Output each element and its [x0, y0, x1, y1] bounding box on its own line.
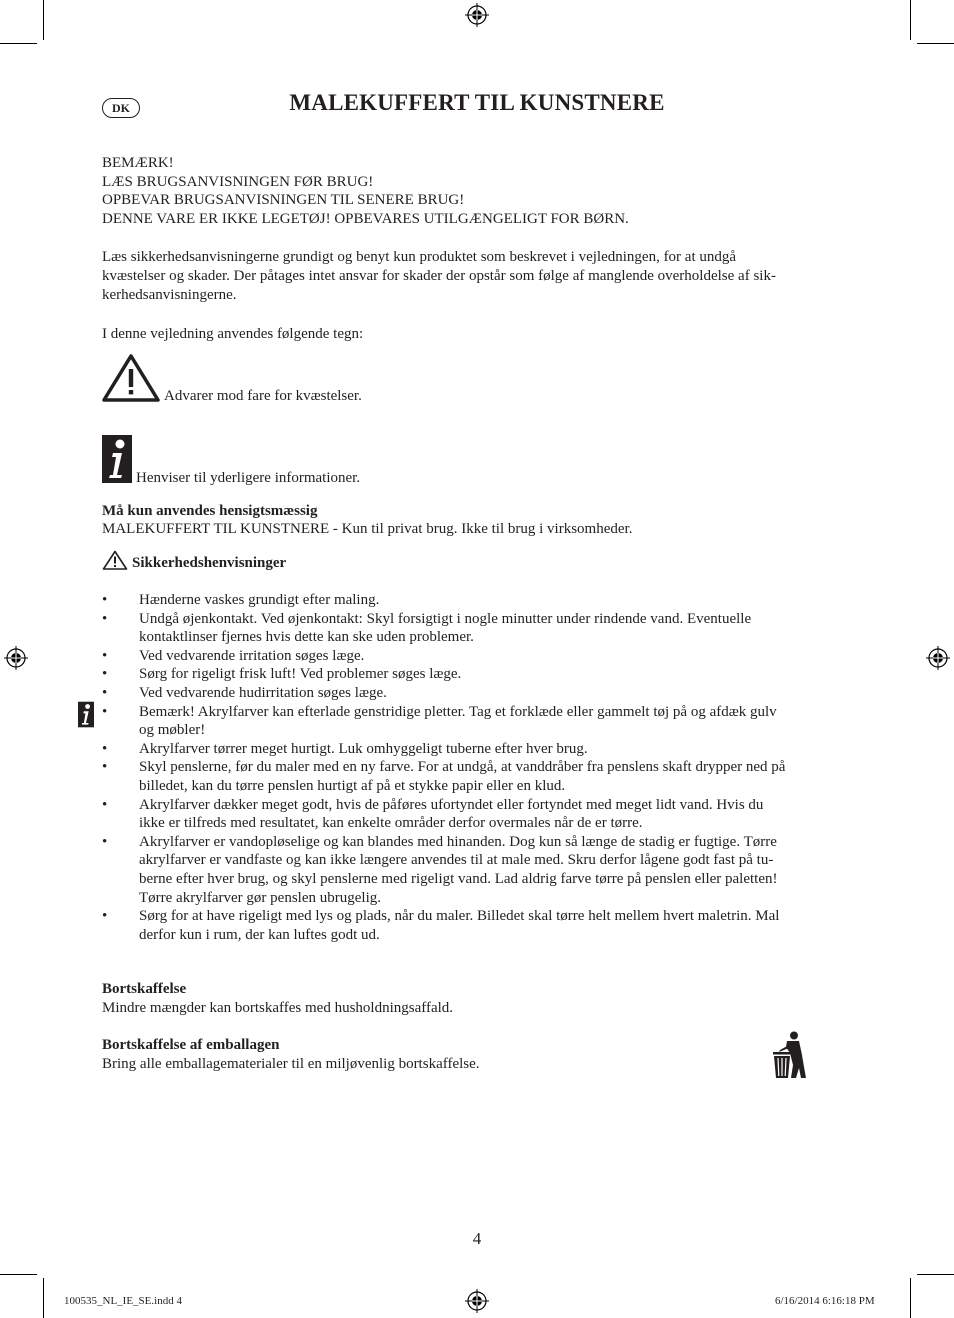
bullet-line: Akrylfarver dækker meget godt, hvis de påføres ufortyndet eller fortyndet med meget lidt vand. Hvis du: [139, 796, 764, 813]
bullet-line: Skyl penslerne, før du maler med en ny farve. For at undgå, at vanddråber fra penslens skaft drypper ned på: [139, 759, 786, 776]
intended-use-heading: Må kun anvendes hensigtsmæssig: [102, 503, 318, 519]
bullet-line: billedet, kan du tørre penslen hurtigt af på et stykke papir eller en klud.: [139, 777, 566, 794]
bullet-symbol: •: [102, 647, 108, 664]
bullet-line: Bemærk! Akrylfarver kan efterlade genstridige pletter. Tag et forklæde eller gammelt tøj på og afdæk gulv: [139, 703, 777, 720]
trash-bin-icon: [770, 1031, 808, 1079]
bullet-line: Akrylfarver tørrer meget hurtigt. Luk omhyggeligt tuberne efter hver brug.: [139, 740, 588, 757]
bullet-line: Tørre akrylfarver gør penslen ubrugelig.: [139, 889, 381, 906]
signs-intro: I denne vejledning anvendes følgende tegn:: [102, 326, 364, 342]
crop-mark: [43, 1278, 44, 1318]
bullet-line: Sørg for at have rigeligt med lys og plads, når du maler. Billedet skal tørre helt mellem hvert maletrin. Mal: [139, 908, 780, 925]
notice-line: OPBEVAR BRUGSANVISNINGEN TIL SENERE BRUG!: [102, 192, 465, 208]
intended-use-text: MALEKUFFERT TIL KUNSTNERE - Kun til privat brug. Ikke til brug i virksomheder.: [102, 521, 633, 537]
notice-line: BEMÆRK!: [102, 155, 174, 171]
bullet-line: kontaktlinser fjernes hvis dette kan ske uden problemer.: [139, 629, 474, 646]
bullet-line: berne efter hver brug, og skyl penslerne med rigeligt vand. Lad aldrig farve tørre på penslen eller paletten!: [139, 870, 778, 887]
bullet-symbol: •: [102, 740, 108, 757]
safety-bullet-item: [102, 647, 862, 666]
footer-timestamp: 6/16/2014 6:16:18 PM: [775, 1295, 875, 1307]
bullet-line: Akrylfarver er vandopløselige og kan blandes med hinanden. Dog kun så længe de stadig er fugtige. Tørre: [139, 833, 777, 850]
intro-line: kvæstelser og skader. Der påtages intet ansvar for skader der opstår som følge af manglende overholdelse af sik-: [102, 268, 776, 284]
crop-mark: [910, 1278, 911, 1318]
disposal-text: Mindre mængder kan bortskaffes med husholdningsaffald.: [102, 1000, 454, 1016]
bullet-symbol: •: [102, 833, 108, 850]
crop-mark: [43, 0, 44, 40]
safety-bullet-item: [102, 665, 862, 684]
bullet-symbol: •: [102, 684, 108, 701]
crop-mark: [917, 1274, 954, 1275]
crop-mark: [910, 0, 911, 40]
registration-mark-icon: [4, 646, 28, 670]
packaging-disposal-text: Bring alle emballagematerialer til en miljøvenlig bortskaffelse.: [102, 1056, 480, 1072]
info-icon: [78, 701, 94, 728]
bullet-line: Undgå øjenkontakt. Ved øjenkontakt: Skyl forsigtigt i nogle minutter under rindende vand. Eventuelle: [139, 610, 752, 627]
safety-bullet-item: [102, 907, 862, 944]
page-number: 4: [472, 1229, 482, 1248]
registration-mark-icon: [465, 3, 489, 27]
bullet-symbol: •: [102, 666, 108, 683]
safety-bullet-item: [102, 833, 862, 907]
bullet-line: Ved vedvarende hudirritation søges læge.: [139, 684, 387, 701]
disposal-heading: Bortskaffelse: [102, 981, 187, 997]
bullet-line: Ved vedvarende irritation søges læge.: [139, 647, 365, 664]
bullet-symbol: •: [102, 592, 108, 608]
notice-line: DENNE VARE ER IKKE LEGETØJ! OPBEVARES UTILGÆNGELIGT FOR BØRN.: [102, 211, 629, 227]
intro-line: Læs sikkerhedsanvisningerne grundigt og benyt kun produktet som beskrevet i vejledningen, for at undgå: [102, 249, 737, 265]
notice-line: LÆS BRUGSANVISNINGEN FØR BRUG!: [102, 174, 374, 190]
bullet-line: derfor kun i rum, der kan luftes godt ud.: [139, 926, 380, 943]
safety-bullet-item: [102, 796, 862, 833]
warning-triangle-icon: [102, 550, 128, 570]
safety-bullet-list: [102, 591, 862, 944]
registration-mark-icon: [465, 1289, 489, 1313]
safety-bullet-item: [102, 703, 862, 740]
packaging-disposal-heading: Bortskaffelse af emballagen: [102, 1037, 280, 1053]
safety-bullet-item: [102, 684, 862, 703]
crop-mark: [0, 43, 37, 44]
info-icon: [102, 435, 132, 483]
language-badge: DK: [102, 98, 140, 118]
footer-file: 100535_NL_IE_SE.indd 4: [64, 1295, 182, 1307]
page-title: MALEKUFFERT TIL KUNSTNERE: [289, 90, 665, 115]
warning-sign-description: Advarer mod fare for kvæstelser.: [164, 388, 362, 404]
bullet-symbol: •: [102, 759, 108, 776]
bullet-line: ikke er tilfreds med resultatet, kan enkelte områder derfor overmales når de er tørre.: [139, 815, 643, 832]
safety-heading: Sikkerhedshenvisninger: [132, 555, 287, 571]
bullet-symbol: •: [102, 908, 108, 925]
warning-triangle-icon: [101, 353, 161, 403]
crop-mark: [0, 1274, 37, 1275]
bullet-line: og møbler!: [139, 722, 206, 739]
bullet-symbol: •: [102, 796, 108, 813]
safety-bullet-item: [102, 610, 862, 647]
info-sign-description: Henviser til yderligere informationer.: [136, 470, 361, 486]
bullet-line: Hænderne vaskes grundigt efter maling.: [139, 592, 380, 608]
registration-mark-icon: [926, 646, 950, 670]
bullet-symbol: •: [102, 703, 108, 720]
safety-bullet-item: [102, 740, 862, 759]
bullet-symbol: •: [102, 610, 108, 627]
safety-bullet-item: [102, 758, 862, 795]
bullet-line: Sørg for rigeligt frisk luft! Ved problemer søges læge.: [139, 666, 462, 683]
crop-mark: [917, 43, 954, 44]
safety-bullet-item: [102, 591, 862, 610]
intro-line: kerhedsanvisningerne.: [102, 287, 237, 303]
bullet-line: akrylfarver er vandfaste og kan ikke længere anvendes til at male med. Skru derfor lågene godt fast på tu-: [139, 852, 774, 869]
